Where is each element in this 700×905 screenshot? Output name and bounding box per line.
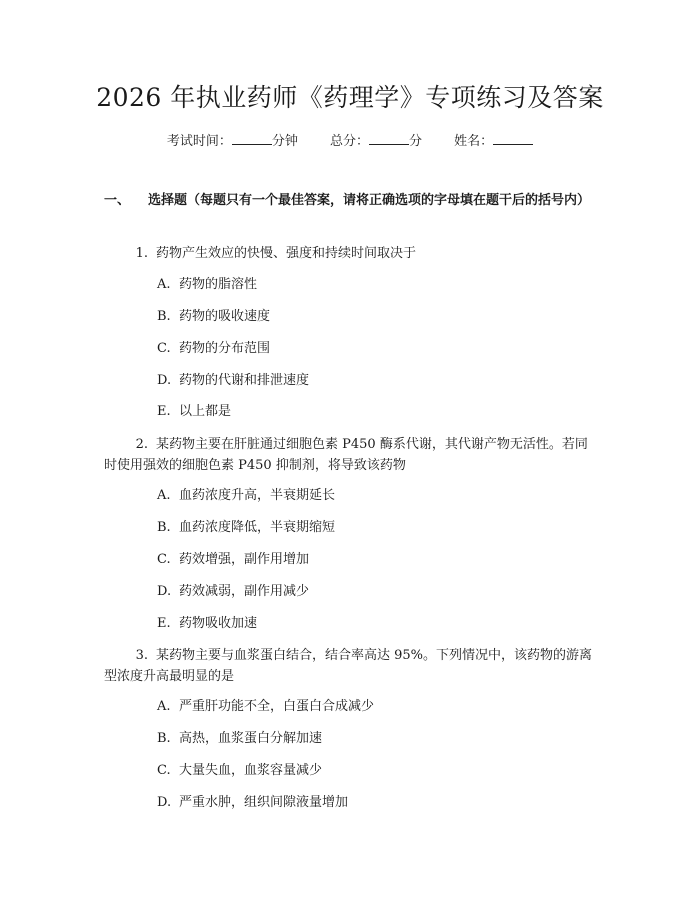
option-text: 血药浓度升高，半衰期延长 [179,488,336,503]
answer-option [157,339,270,359]
option-text: 血药浓度降低，半衰期缩短 [179,520,336,535]
option-letter: D. [157,373,172,388]
answer-option [157,793,348,813]
answer-option [157,371,309,391]
option-letter: C. [157,552,171,567]
question-text: 某药物主要与血浆蛋白结合，结合率高达 95%。下列情况中，该药物的游离型浓度升高最明显的是 [104,648,593,684]
exam-time-label: 考试时间： [166,134,232,149]
option-letter: D. [157,584,172,599]
section-heading [104,190,594,211]
question-number: 2. [135,437,148,452]
option-letter: D. [157,795,172,810]
option-letter: B. [157,309,171,324]
section-heading-text: 选择题（每题只有一个最佳答案，请将正确选项的字母填在题干后的括号内） [148,193,591,208]
option-text: 药效减弱，副作用减少 [179,584,310,599]
question-text: 某药物主要在肝脏通过细胞色素 P450 酶系代谢，其代谢产物无活性。若同时使用强效的细胞色素 P450 抑制剂，将导致该药物 [104,437,588,473]
exam-time-unit: 分钟 [271,134,298,149]
question-stem [104,434,594,476]
exam-meta-line [0,131,700,152]
option-letter: B. [157,731,171,746]
option-text: 药物的代谢和排泄速度 [179,373,310,388]
document-title: 2026 年执业药师《药理学》专项练习及答案 [96,83,604,112]
option-text: 严重水肿，组织间隙液量增加 [179,795,349,810]
student-name-blank [493,131,533,145]
option-text: 以上都是 [179,404,232,419]
answer-option [157,402,231,422]
total-score-blank [369,131,409,145]
option-letter: C. [157,341,171,356]
question-stem [104,645,594,687]
total-score-field [330,134,422,149]
total-score-unit: 分 [409,134,423,149]
question-stem [104,243,594,264]
section-number: 一、 [104,193,131,208]
student-name-label: 姓名： [454,134,494,149]
option-text: 药物的吸收速度 [179,309,271,324]
answer-option [157,697,374,717]
exam-time-field [167,134,298,149]
answer-option [157,761,322,781]
answer-option [157,307,270,327]
option-letter: A. [157,488,171,503]
option-letter: E. [157,616,171,631]
total-score-label: 总分： [329,134,369,149]
option-letter: B. [157,520,171,535]
option-letter: A. [157,277,171,292]
option-text: 药效增强，副作用增加 [179,552,310,567]
option-text: 药物吸收加速 [179,616,258,631]
option-letter: A. [157,699,171,714]
answer-option [157,729,322,749]
question-text: 药物产生效应的快慢、强度和持续时间取决于 [156,246,417,261]
question-number: 1. [135,246,148,261]
option-text: 严重肝功能不全，白蛋白合成减少 [179,699,375,714]
student-name-field [454,134,533,149]
answer-option [157,486,335,506]
answer-option [157,582,309,602]
answer-option [157,275,257,295]
answer-option [157,518,335,538]
option-text: 药物的脂溶性 [179,277,258,292]
answer-option [157,550,309,570]
option-text: 高热，血浆蛋白分解加速 [179,731,323,746]
exam-time-blank [232,131,272,145]
option-text: 大量失血，血浆容量减少 [179,763,323,778]
option-letter: C. [157,763,171,778]
option-letter: E. [157,404,171,419]
answer-option [157,614,257,634]
option-text: 药物的分布范围 [179,341,271,356]
question-number: 3. [135,648,148,663]
